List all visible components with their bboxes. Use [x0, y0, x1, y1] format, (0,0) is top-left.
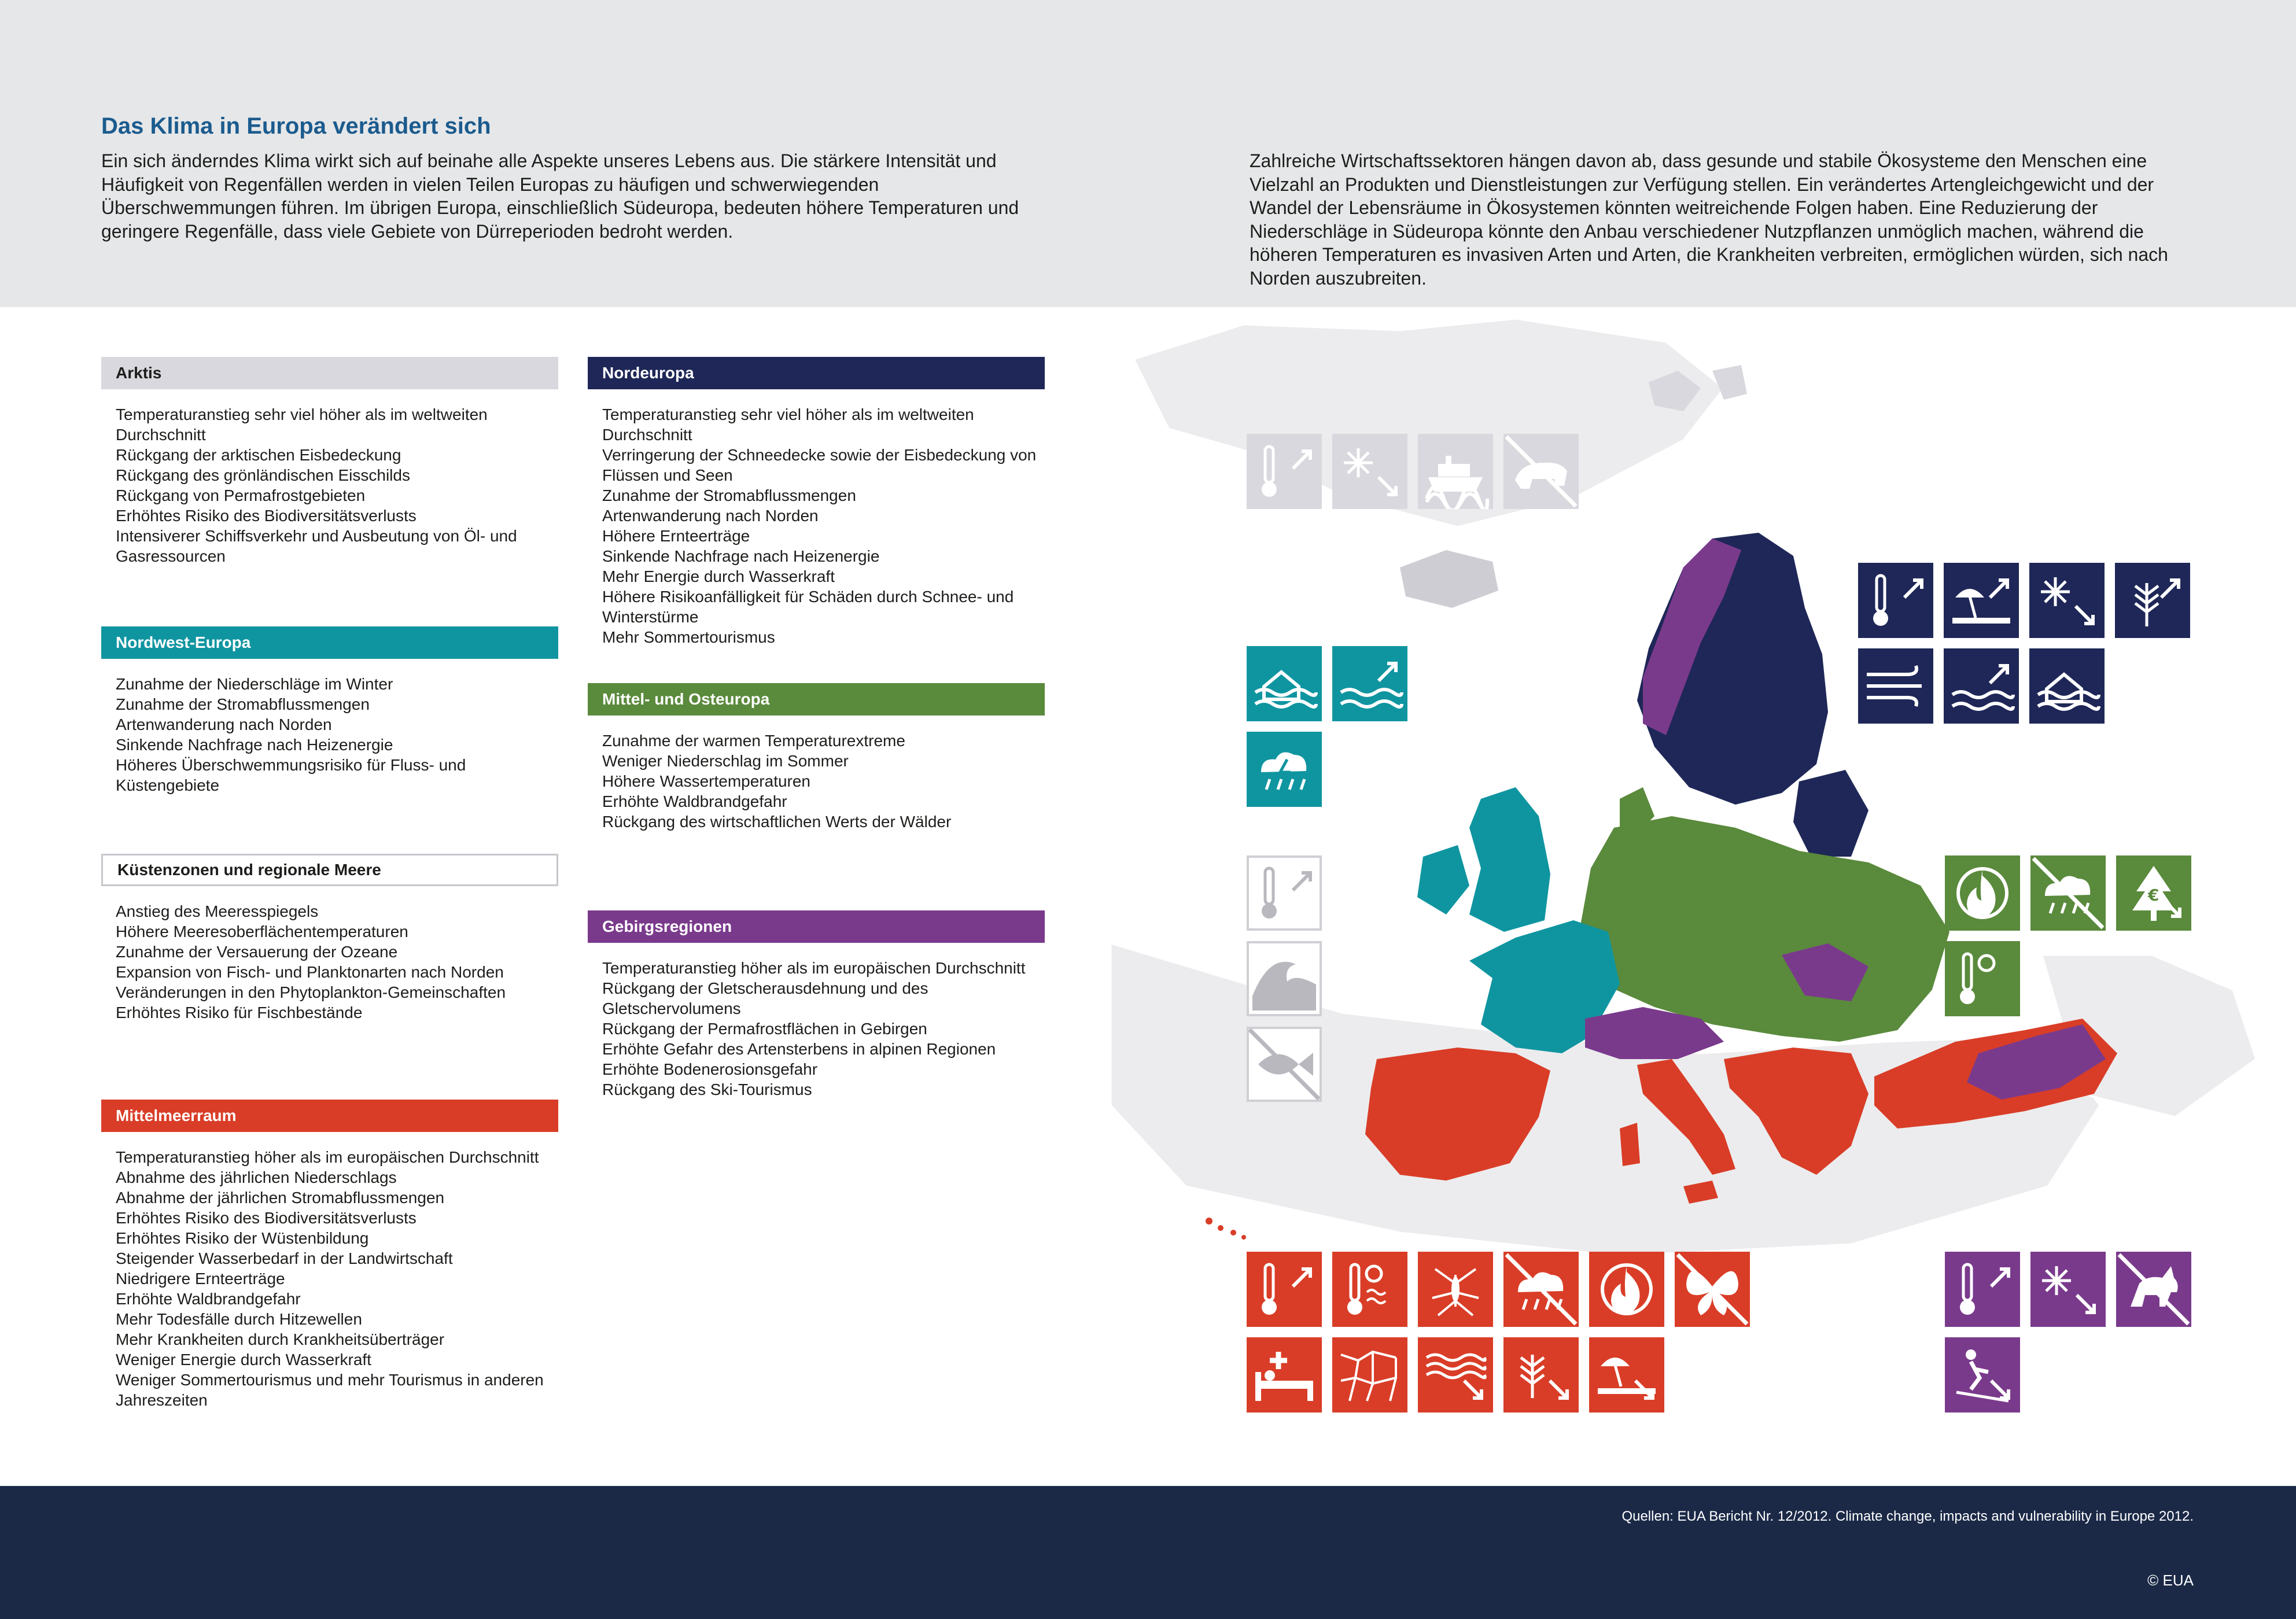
region-items [101, 901, 558, 1023]
impact-item: Erhöhtes Risiko für Fischbestände [116, 1004, 363, 1021]
region-items [101, 674, 558, 795]
mosquito-icon [1418, 1252, 1493, 1327]
impact-item: Höhere Wassertemperaturen [602, 772, 811, 790]
ski-decrease-icon [1945, 1337, 2020, 1413]
impact-item: Artenwanderung nach Norden [116, 716, 332, 733]
impact-item: Steigender Wasserbedarf in der Landwirtschaft [116, 1249, 453, 1267]
snow-decrease-icon [1332, 434, 1407, 509]
impact-item: Verringerung der Schneedecke sowie der Eisbedeckung von Flüssen und Seen [602, 446, 1037, 484]
impact-item: Erhöhte Waldbrandgefahr [116, 1290, 301, 1308]
hospital-bed-icon [1247, 1337, 1322, 1413]
footer-band [0, 1486, 2296, 1619]
beach-tourism-decrease-icon [1589, 1337, 1664, 1413]
alpine-animal-crossed-icon [2116, 1252, 2191, 1327]
impact-item: Höheres Überschwemmungsrisiko für Fluss- und Küstengebiete [116, 756, 466, 794]
impact-item: Intensiverer Schiffsverkehr und Ausbeutung von Öl- und Gasressourcen [116, 527, 517, 565]
copyright: © EUA [2147, 1572, 2194, 1589]
impact-item: Rückgang von Permafrostgebieten [116, 486, 366, 504]
impact-item: Erhöhte Gefahr des Artensterbens in alpinen Regionen [602, 1040, 996, 1058]
impact-item: Rückgang der Gletscherausdehnung und des Gletschervolumens [602, 979, 928, 1017]
page-title: Das Klima in Europa verändert sich [101, 113, 491, 139]
temperature-rise-icon [1247, 1252, 1322, 1327]
impact-item: Abnahme des jährlichen Niederschlags [116, 1168, 397, 1186]
intro-text-right: Zahlreiche Wirtschaftssektoren hängen davon ab, dass gesunde und stabile Ökosysteme den Menschen eine Vielzahl an Produkten und Dienstleistungen zur Verfügung stellen. Ein verändertes Artengleichgewicht und der Wandel der Lebensräume in Ökosystemen könnten weitreichende Folgen haben. Eine Reduzierung der Niederschläge in Südeuropa könnte den Anbau verschiedener Nutzpflanzen unmöglich machen, während die höheren Temperaturen es invasiven Arten und Arten, die Krankheiten verbreiten, ermöglichen würden, sich nach Norden auszubreiten. [1250, 150, 2168, 289]
impact-item: Temperaturanstieg höher als im europäischen Durchschnitt [602, 959, 1026, 977]
region-items [101, 1147, 558, 1410]
fire-icon [1589, 1252, 1664, 1327]
impact-item: Temperaturanstieg höher als im europäischen Durchschnitt [116, 1148, 539, 1166]
impact-item: Anstieg des Meeresspiegels [116, 902, 319, 920]
fish-crossed-icon [1247, 1027, 1322, 1102]
crop-yield-rise-icon [2115, 563, 2190, 638]
region-mittelmeerraum [101, 1100, 558, 1410]
impact-item: Zunahme der Stromabflussmengen [602, 486, 856, 504]
temperature-rise-icon [1945, 1252, 2020, 1327]
baltics [1793, 770, 1869, 857]
desert-cracks-icon [1332, 1337, 1407, 1413]
source-note: Quellen: EUA Bericht Nr. 12/2012. Climate change, impacts and vulnerability in Europe 2012. [1621, 1509, 2194, 1524]
impact-item: Veränderungen in den Phytoplankton-Gemeinschaften [116, 983, 506, 1001]
great-britain [1469, 787, 1550, 932]
impact-item: Weniger Sommertourismus und mehr Tourismus in anderen Jahreszeiten [116, 1371, 544, 1409]
forest-value-decrease-icon [2116, 855, 2191, 931]
impact-item: Höhere Risikoanfälligkeit für Schäden durch Schnee- und Winterstürme [602, 588, 1014, 626]
beach-tourism-rise-icon [1944, 563, 2019, 638]
water-rise-icon [1332, 646, 1407, 721]
impact-item: Erhöhte Waldbrandgefahr [602, 792, 787, 810]
impact-item: Abnahme der jährlichen Stromabflussmengen [116, 1189, 445, 1207]
heat-wave-icon [1332, 1252, 1407, 1327]
impact-item: Temperaturanstieg sehr viel höher als im weltweiten Durchschnitt [602, 405, 974, 444]
region-nordwest-europa [101, 626, 558, 795]
crop-decrease-icon [1503, 1337, 1579, 1413]
impact-item: Erhöhtes Risiko des Biodiversitätsverlusts [116, 1209, 417, 1227]
region-items [588, 958, 1045, 1100]
region-items [588, 404, 1045, 647]
impact-item: Rückgang des Ski-Tourismus [602, 1080, 812, 1098]
impact-item: Rückgang des grönländischen Eisschilds [116, 466, 410, 484]
polar-bear-crossed-icon [1503, 434, 1579, 509]
wind-storm-icon [1858, 648, 1933, 724]
region-title: Mittelmeerraum [101, 1100, 558, 1132]
impact-item: Mehr Sommertourismus [602, 628, 775, 646]
temperature-rise-icon [1858, 563, 1933, 638]
flooded-house-icon [2029, 648, 2105, 724]
impact-item: Rückgang der Permafrostflächen in Gebirgen [602, 1020, 927, 1038]
impact-item: Sinkende Nachfrage nach Heizenergie [116, 736, 393, 754]
region-items [588, 731, 1045, 832]
butterfly-crossed-icon [1675, 1252, 1750, 1327]
rain-crossed-icon [2030, 855, 2106, 931]
temperature-rise-icon [1247, 855, 1322, 931]
impact-item: Niedrigere Ernteerträge [116, 1270, 285, 1288]
sardinia [1620, 1123, 1640, 1166]
temperature-rise-icon [1247, 434, 1322, 509]
europe-map [1099, 307, 2296, 1487]
rain-crossed-icon [1503, 1252, 1579, 1327]
central-eastern-europe [1579, 816, 1949, 1042]
intro-text-left: Ein sich änderndes Klima wirkt sich auf beinahe alle Aspekte unseres Lebens aus. Die stärkere Intensität und Häufigkeit von Regenfällen werden in vielen Teilen Europas zu häufigen und schwerwiegenden Überschwemmungen führen. Im übrigen Europa, einschließlich Südeuropa, bedeuten höhere Temperaturen und geringere Regenfälle, dass viele Gebiete von Dürreperioden bedroht werden. [101, 150, 1019, 242]
impact-item: Artenwanderung nach Norden [602, 507, 819, 525]
water-rise-icon [1944, 648, 2019, 724]
impact-item: Expansion von Fisch- und Planktonarten nach Norden [116, 963, 504, 981]
region-title: Gebirgsregionen [588, 910, 1045, 943]
storm-rain-icon [1247, 732, 1322, 807]
impact-item: Mehr Energie durch Wasserkraft [602, 567, 835, 585]
impact-item: Zunahme der Niederschläge im Winter [116, 675, 393, 693]
snow-decrease-icon [2030, 1252, 2106, 1327]
impact-item: Zunahme der Stromabflussmengen [116, 695, 370, 713]
impact-item: Zunahme der Versauerung der Ozeane [116, 943, 398, 961]
region-arktis [101, 357, 558, 566]
svg-text:€: € [2148, 886, 2159, 905]
impact-item: Rückgang der arktischen Eisbedeckung [116, 446, 401, 464]
forest-fire-icon [1945, 855, 2020, 931]
region-nordeuropa [588, 357, 1045, 647]
impact-item: Höhere Ernteerträge [602, 527, 750, 545]
region-kuestenzonen [101, 854, 558, 1023]
impact-item: Weniger Energie durch Wasserkraft [116, 1351, 371, 1369]
impact-item: Rückgang des wirtschaftlichen Werts der Wälder [602, 813, 952, 831]
wave-icon [1247, 941, 1322, 1016]
flooded-house-icon [1247, 646, 1322, 721]
region-gebirgsregionen [588, 910, 1045, 1100]
region-items [101, 404, 558, 566]
impact-item: Temperaturanstieg sehr viel höher als im weltweiten Durchschnitt [116, 405, 488, 444]
impact-item: Zunahme der warmen Temperaturextreme [602, 732, 905, 750]
impact-item: Mehr Krankheiten durch Krankheitsüberträger [116, 1330, 445, 1348]
region-mittel-osteuropa [588, 683, 1045, 832]
ireland [1417, 845, 1469, 914]
snow-decrease-icon [2029, 563, 2105, 638]
impact-item: Mehr Todesfälle durch Hitzewellen [116, 1310, 362, 1328]
region-title: Nordwest-Europa [101, 626, 558, 659]
impact-item: Sinkende Nachfrage nach Heizenergie [602, 547, 880, 565]
region-title: Küstenzonen und regionale Meere [101, 854, 558, 886]
impact-item: Höhere Meeresoberflächentemperaturen [116, 923, 408, 941]
water-decrease-icon [1418, 1337, 1493, 1413]
heat-extreme-icon [1945, 941, 2020, 1016]
impact-item: Weniger Niederschlag im Sommer [602, 752, 849, 770]
impact-item: Erhöhte Bodenerosionsgefahr [602, 1060, 818, 1078]
impact-item: Erhöhtes Risiko des Biodiversitätsverlusts [116, 507, 417, 525]
region-title: Arktis [101, 357, 558, 389]
region-title: Mittel- und Osteuropa [588, 683, 1045, 716]
ship-icon [1418, 434, 1493, 509]
iceland [1400, 550, 1498, 608]
region-title: Nordeuropa [588, 357, 1045, 389]
impact-item: Erhöhtes Risiko der Wüstenbildung [116, 1229, 369, 1247]
canary-islands [1206, 1218, 1246, 1240]
